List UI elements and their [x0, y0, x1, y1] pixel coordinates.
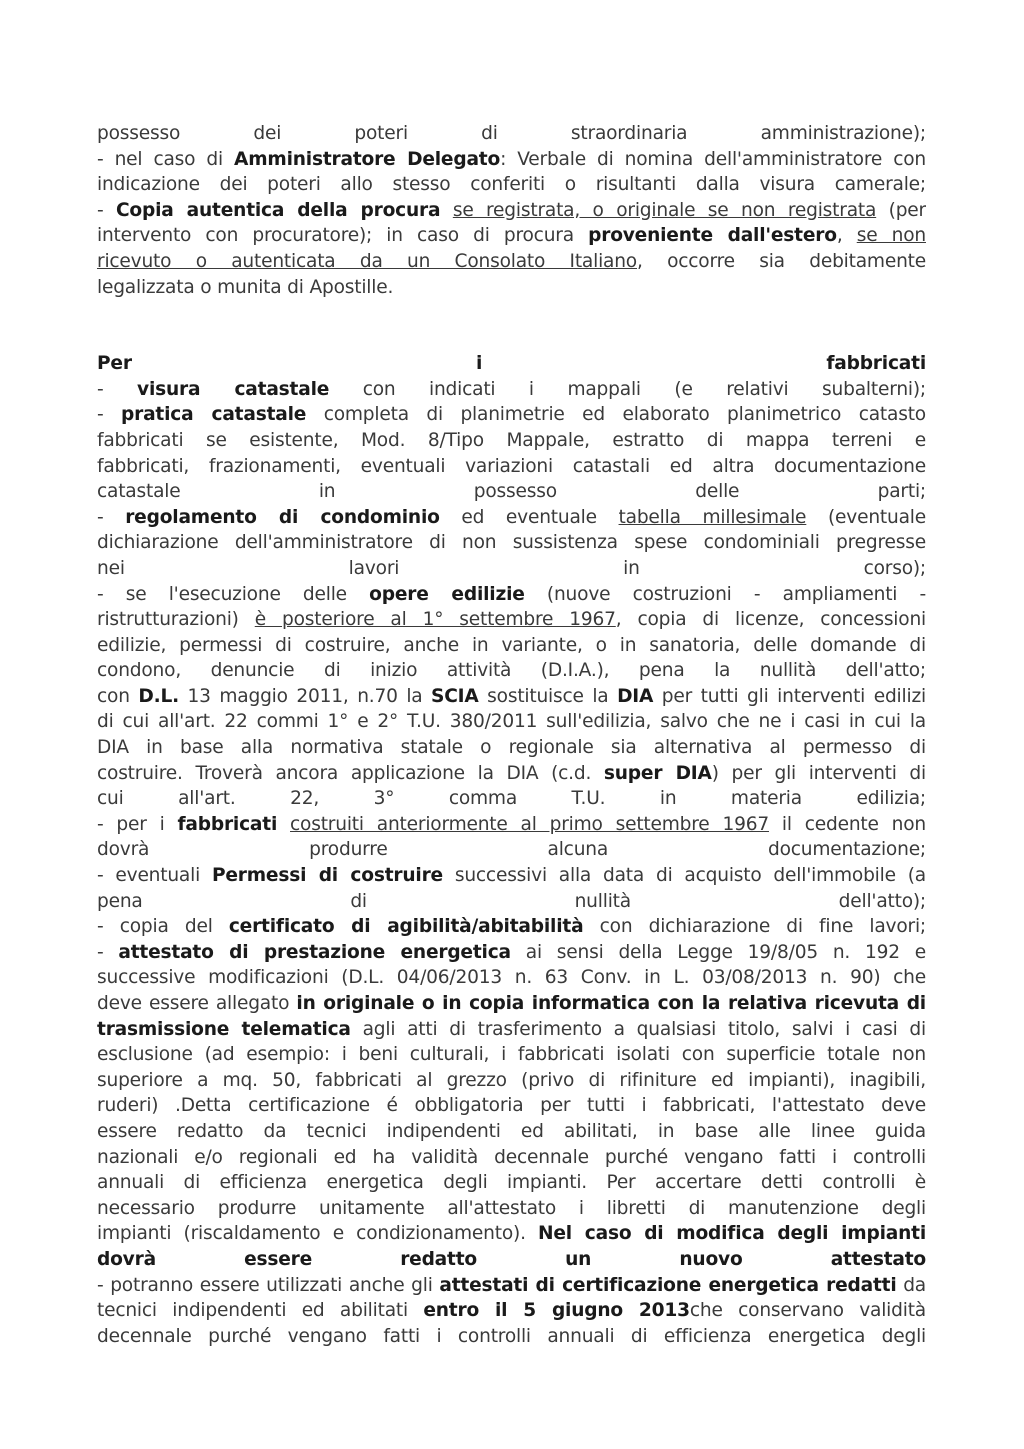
text-line — [97, 914, 926, 940]
text-run: - — [97, 506, 126, 528]
bold-text: Nel caso di modifica degli impianti — [538, 1223, 926, 1245]
bold-text: certificato di agibilità/abitabilità — [228, 916, 584, 938]
text-run: , occorre sia debitamente — [637, 250, 926, 272]
text-line — [97, 863, 926, 889]
text-run: decennale purché vengano fatti i controlli annuali di efficienza energetica degli — [97, 1325, 926, 1347]
text-line — [97, 1170, 926, 1196]
text-run: dichiarazione dell'amministratore di non sussistenza spese condominiali pregresse — [97, 532, 926, 554]
text-run: impianti (riscaldamento e condizionamento). — [97, 1223, 539, 1245]
text-run: ) per gli interventi di — [711, 762, 926, 784]
text-line — [97, 147, 926, 173]
text-line — [97, 172, 926, 198]
text-run: da — [896, 1274, 926, 1296]
text-line — [97, 505, 926, 531]
text-line — [97, 377, 926, 403]
text-run: agli atti di trasferimento a qualsiasi titolo, salvi i casi di — [350, 1018, 926, 1040]
text-line — [97, 940, 926, 966]
text-line — [97, 582, 926, 608]
text-run — [440, 200, 452, 221]
bold-text: pratica catastale — [121, 404, 307, 426]
text-run: di cui all'art. 22 commi 1° e 2° T.U. 380/2011 sull'edilizia, salvo che ne i casi in cui la — [97, 711, 926, 733]
text-run: per tutti gli interventi edilizi — [653, 685, 926, 707]
bold-text: super DIA — [603, 762, 712, 784]
bold-text: fabbricati — [177, 813, 278, 835]
underlined-text: è posteriore al 1° settembre 1967 — [254, 609, 616, 631]
text-line — [97, 684, 926, 710]
text-line — [97, 428, 926, 454]
bold-text: dovrà essere redatto un nuovo attestato — [97, 1248, 926, 1270]
text-line — [97, 1119, 926, 1145]
text-run: necessario produrre unitamente all'attestato i libretti di manutenzione degli — [97, 1197, 926, 1219]
text-run: costruire. Troverà ancora applicazione la DIA (c.d. — [97, 762, 604, 784]
text-line — [97, 991, 926, 1017]
bold-text: SCIA — [431, 685, 479, 707]
text-line — [97, 1221, 926, 1247]
text-line — [97, 530, 926, 556]
text-run: - eventuali — [97, 865, 212, 887]
paragraph-gap — [97, 300, 926, 351]
text-run: , copia di licenze, concessioni — [615, 609, 926, 631]
text-line — [97, 351, 926, 377]
underlined-text: tabella millesimale — [618, 506, 807, 528]
text-run: indicazione dei poteri allo stesso conferiti o risultanti dalla visura camerale; — [97, 174, 926, 196]
text-run: (nuove costruzioni - ampliamenti - — [524, 583, 926, 605]
text-run: con indicati i mappali (e relativi subalterni); — [329, 378, 926, 400]
text-run: tecnici indipendenti ed abilitati — [97, 1300, 424, 1322]
text-run: con dichiarazione di fine lavori; — [583, 916, 926, 938]
text-line — [97, 454, 926, 480]
text-run: - nel caso di — [97, 148, 235, 170]
text-line — [97, 658, 926, 684]
text-run: cui all'art. 22, 3° comma T.U. in materia edilizia; — [97, 788, 926, 810]
bold-text: visura catastale — [137, 378, 330, 400]
text-run: nei lavori in corso); — [97, 557, 926, 579]
underlined-text: ricevuto o autenticata da un Consolato Italiano — [97, 250, 637, 272]
text-run: completa di planimetrie ed elaborato planimetrico catasto — [306, 404, 926, 426]
text-line — [97, 1324, 926, 1350]
bold-text: DIA — [617, 685, 654, 707]
text-run: fabbricati, frazionamenti, eventuali variazioni catastali ed altra documentazione — [97, 455, 926, 477]
text-run: DIA in base alla normativa statale o regionale sia alternativa al permesso di — [97, 737, 926, 759]
bold-text: proveniente dall'estero — [588, 225, 837, 247]
text-run: legalizzata o munita di Apostille. — [97, 276, 394, 298]
underlined-text: se registrata, o originale se non registrata — [452, 199, 877, 221]
text-run — [277, 814, 290, 835]
text-line — [97, 1273, 926, 1299]
text-run: intervento con procuratore); in caso di procura — [97, 225, 589, 247]
text-run: nazionali e/o regionali ed ha validità decennale purché vengano fatti i controlli — [97, 1146, 926, 1168]
text-run: ed eventuale — [439, 506, 619, 528]
bold-text: Per i fabbricati — [97, 353, 926, 375]
bold-text: in originale o in copia informatica con la relativa ricevuta di — [296, 993, 926, 1014]
text-run: catastale in possesso delle parti; — [97, 481, 926, 503]
bold-text: entro il 5 giugno 2013 — [423, 1300, 690, 1322]
text-line — [97, 1017, 926, 1043]
bold-text: attestato di prestazione energetica — [118, 941, 511, 963]
text-run: pena di nullità dell'atto); — [97, 890, 926, 912]
text-run: che conservano validità — [689, 1300, 926, 1322]
text-run: superiore a mq. 50, fabbricati al grezzo (privo di rifiniture ed impianti), inagibili, — [97, 1069, 926, 1091]
text-run: essere redatto da tecnici indipendenti ed abilitati, in base alle linee guida — [97, 1120, 926, 1142]
text-run: - — [97, 199, 116, 221]
bold-text: attestati di certificazione energetica redatti — [439, 1274, 897, 1296]
text-run: deve essere allegato — [97, 993, 297, 1014]
bold-text: opere edilizie — [369, 583, 525, 605]
text-line — [97, 761, 926, 787]
text-run: - — [97, 941, 119, 963]
text-line — [97, 786, 926, 812]
text-run: (eventuale — [806, 506, 926, 528]
text-run: (per — [876, 199, 926, 221]
text-line — [97, 249, 926, 275]
bold-text: D.L. — [138, 685, 179, 707]
text-run: annuali di efficienza energetica degli impianti. Per accertare detti controlli è — [97, 1172, 926, 1194]
text-run: ai sensi della Legge 19/8/05 n. 192 e — [510, 941, 926, 963]
underlined-text: costruiti anteriormente al primo settembre 1967 — [290, 813, 769, 835]
text-run: - potranno essere utilizzati anche gli — [97, 1274, 440, 1296]
text-run: successivi alla data di acquisto dell'immobile (a — [442, 865, 926, 887]
text-line — [97, 479, 926, 505]
text-line — [97, 198, 926, 224]
text-run: - per i — [97, 813, 178, 835]
bold-text: regolamento di condominio — [125, 506, 440, 528]
text-line — [97, 709, 926, 735]
text-run: - se l'esecuzione delle — [97, 583, 370, 605]
text-run: successive modificazioni (D.L. 04/06/2013 n. 63 Conv. in L. 03/08/2013 n. 90) che — [97, 967, 926, 989]
text-line — [97, 812, 926, 838]
text-line — [97, 889, 926, 915]
text-run: fabbricati se esistente, Mod. 8/Tipo Mappale, estratto di mappa terreni e — [97, 429, 926, 451]
text-run: - copia del — [97, 916, 229, 938]
text-run: : Verbale di nomina dell'amministratore con — [500, 148, 926, 170]
text-run: sostituisce la — [478, 685, 618, 707]
text-run: ristrutturazioni) — [97, 609, 255, 631]
text-run: esclusione (ad esempio: i beni culturali, i fabbricati isolati con superficie totale non — [97, 1044, 926, 1066]
text-line — [97, 1196, 926, 1222]
text-run: possesso dei poteri di straordinaria amministrazione); — [97, 123, 926, 144]
text-line — [97, 1247, 926, 1273]
text-run: 13 maggio 2011, n.70 la — [178, 685, 432, 707]
text-run: edilizie, permessi di costruire, anche in variante, o in sanatoria, delle domande di — [97, 634, 926, 656]
text-line — [97, 965, 926, 991]
text-run: - — [97, 378, 138, 400]
text-line — [97, 1068, 926, 1094]
text-line — [97, 735, 926, 761]
text-line — [97, 633, 926, 659]
text-line — [97, 402, 926, 428]
text-line — [97, 121, 926, 147]
text-run: il cedente non — [768, 813, 926, 835]
text-line — [97, 1145, 926, 1171]
text-run: condono, denuncie di inizio attività (D.I.A.), pena la nullità dell'atto; — [97, 660, 926, 682]
bold-text: Amministratore Delegato — [234, 148, 501, 170]
text-line — [97, 1042, 926, 1068]
text-line — [97, 556, 926, 582]
text-run: , — [836, 225, 857, 247]
text-line — [97, 1298, 926, 1324]
bold-text: Permessi di costruire — [211, 865, 443, 887]
text-line — [97, 223, 926, 249]
bold-text: trasmissione telematica — [97, 1018, 351, 1040]
bold-text: Copia autentica della procura — [115, 199, 441, 221]
text-run: ruderi) .Detta certificazione é obbligatoria per tutti i fabbricati, l'attestato deve — [97, 1095, 926, 1117]
text-line — [97, 837, 926, 863]
text-line — [97, 1093, 926, 1119]
document-body — [97, 121, 926, 1349]
underlined-text: se non — [856, 225, 926, 247]
text-line — [97, 607, 926, 633]
text-run: - — [97, 404, 121, 426]
text-run: con — [97, 685, 139, 707]
text-run: dovrà produrre alcuna documentazione; — [97, 839, 926, 861]
text-line — [97, 275, 926, 301]
